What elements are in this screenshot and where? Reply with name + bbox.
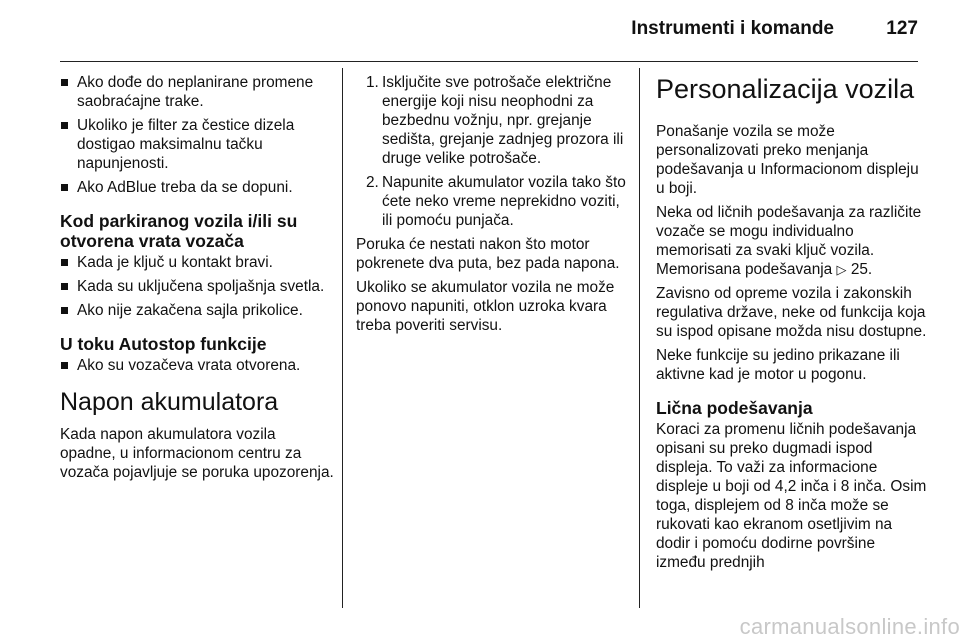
page-reference-arrow-icon: ▷ bbox=[836, 262, 847, 277]
settings-paragraph: Koraci za promenu ličnih podešavanja opisani su preko dugmadi ispod displeja. To važi za informacione displeje u boji od 4,2 inča i 8 inča. Osim toga, displejem od 8 inča može se rukovati kao ekranom osetljivim na dodir i pomoću dodirne površine između prednjih bbox=[656, 421, 927, 571]
list-item: 1. Isključite sve potrošače električne energije koji nisu neophodni za bezbednu vožnju, npr. grejanje sedišta, grejanje zadnjeg prozora ili druge velike potrošače. bbox=[366, 74, 624, 167]
list-item: Ako nije zakačena sajla prikolice. bbox=[60, 301, 335, 320]
page-reference-link[interactable]: 25. bbox=[850, 261, 873, 278]
list-item: Kada je ključ u kontakt bravi. bbox=[60, 253, 335, 272]
intro-paragraph: Ponašanje vozila se može personalizovati preko menjanja podešavanja u Informacionom displeju u boji. bbox=[656, 123, 919, 197]
list-item: Ako su vozačeva vrata otvorena. bbox=[60, 356, 335, 375]
list-item: Ukoliko je filter za čestice dizela dostigao maksimalnu tačku napunjenosti. bbox=[60, 116, 335, 173]
bullet-list-parking bbox=[60, 253, 335, 320]
list-item: 2. Napunite akumulator vozila tako što ćete neko vreme neprekidno voziti, ili pomoću punjača. bbox=[366, 174, 626, 229]
bullet-list-autostop bbox=[60, 356, 335, 375]
column-left bbox=[60, 73, 335, 487]
square-bullet-icon bbox=[61, 79, 68, 86]
list-item: Kada su uključena spoljašnja svetla. bbox=[60, 277, 335, 296]
battery-paragraph: Kada napon akumulatora vozila opadne, u informacionom centru za vozača pojavljuje se poruka upozorenja. bbox=[60, 426, 334, 481]
bullet-list-conditions bbox=[60, 73, 335, 197]
square-bullet-icon bbox=[61, 259, 68, 266]
column-divider-1 bbox=[342, 68, 343, 608]
column-middle bbox=[356, 73, 626, 340]
column-right bbox=[656, 73, 928, 577]
column-divider-2 bbox=[639, 68, 640, 608]
list-item: Ako AdBlue treba da se dopuni. bbox=[60, 178, 335, 197]
heading-autostop: U toku Autostop funkcije bbox=[60, 334, 267, 354]
service-paragraph: Ukoliko se akumulator vozila ne može ponovo napuniti, otklon uzroka kvara treba poveriti servisu. bbox=[356, 279, 615, 334]
heading-parking: Kod parkiranog vozila i/ili su otvorena vrata vozača bbox=[60, 211, 298, 251]
heading-personal-settings: Lična podešavanja bbox=[656, 398, 813, 418]
memory-paragraph: Neka od ličnih podešavanja za različite vozače se mogu individualno memorisati za svaki ključ vozila. Memorisana podešavanja ▷ 25. bbox=[656, 204, 922, 278]
square-bullet-icon bbox=[61, 307, 68, 314]
list-item: Ako dođe do neplanirane promene saobraćajne trake. bbox=[60, 73, 335, 111]
square-bullet-icon bbox=[61, 184, 68, 191]
square-bullet-icon bbox=[61, 122, 68, 129]
heading-battery-voltage: Napon akumulatora bbox=[60, 388, 279, 416]
square-bullet-icon bbox=[61, 362, 68, 369]
watermark: carmanualsonline.info bbox=[739, 614, 960, 639]
numbered-steps bbox=[356, 73, 626, 230]
square-bullet-icon bbox=[61, 283, 68, 290]
availability-paragraph: Zavisno od opreme vozila i zakonskih regulativa države, neke od funkcija koja su ispod opisane možda nisu dostupne. bbox=[656, 285, 927, 340]
header-divider bbox=[60, 61, 918, 62]
message-paragraph: Poruka će nestati nakon što motor pokrenete dva puta, bez pada napona. bbox=[356, 236, 620, 272]
page-header bbox=[60, 18, 918, 46]
engine-paragraph: Neke funkcije su jedino prikazane ili aktivne kad je motor u pogonu. bbox=[656, 347, 900, 383]
page-number: 127 bbox=[886, 18, 918, 39]
heading-vehicle-personalization: Personalizacija vozila bbox=[656, 74, 915, 104]
section-title: Instrumenti i komande bbox=[631, 18, 834, 39]
